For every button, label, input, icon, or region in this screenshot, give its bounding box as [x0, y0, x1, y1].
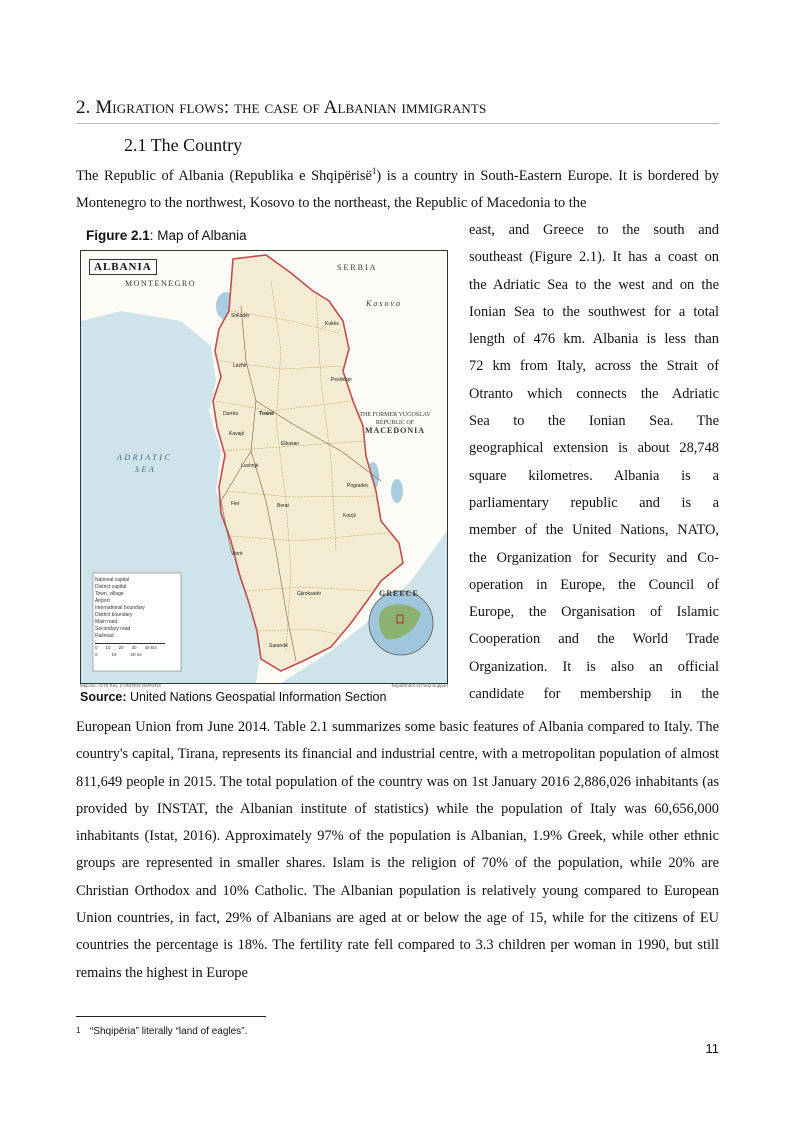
figure-caption-text: : Map of Albania [149, 228, 247, 243]
source-label: Source: [80, 690, 127, 704]
wrapped-line: square kilometres. Albania is a [469, 467, 719, 484]
wrapped-line: the Adriatic Sea to the west and on the [469, 276, 719, 293]
legend-item: National capital [95, 577, 130, 583]
wrapped-line: Otranto which connects the Adriatic [469, 385, 719, 402]
label-macedonia [355, 411, 435, 435]
wrapped-text-column [469, 217, 719, 708]
scale-tick: 10 [105, 645, 111, 650]
wrapped-line: length of 476 km. Albania is less than [469, 331, 719, 348]
legend-item: Secondary road [95, 626, 131, 632]
wrapped-line: operation in Europe, the Council of [469, 576, 719, 593]
city-label: Lezhë [233, 363, 247, 369]
scale-tick: 0 [95, 652, 98, 657]
wrapped-line: east, and Greece to the south and [469, 222, 719, 238]
scale-tick: 40 km [144, 645, 157, 650]
footnote-number: 1 [76, 1026, 81, 1035]
wrapped-line: Ionian Sea to the southwest for a total [469, 303, 719, 320]
map-credit [80, 683, 448, 688]
label-adriatic: ADRIATIC [117, 453, 173, 462]
city-label: Kavajë [229, 431, 245, 437]
wrapped-line: southeast (Figure 2.1). It has a coast on [469, 249, 719, 266]
wrapped-line: Organization. It is also an official [469, 658, 719, 675]
wrapped-line: candidate for membership in the [469, 686, 719, 703]
map-department: Department of Field Support [391, 683, 448, 688]
city-label: Berat [277, 503, 289, 509]
city-label: Shkodër [231, 313, 250, 319]
legend-item: Railroad [95, 633, 114, 639]
legend-item: International boundary [95, 605, 145, 611]
city-label: Vlorë [231, 551, 243, 557]
label-kosovo: Kosovo [366, 299, 402, 308]
map-legend [95, 577, 179, 658]
scale-km [95, 644, 179, 651]
legend-item: District capital [95, 584, 127, 590]
wrapped-line: parliamentary republic and is a [469, 494, 719, 511]
city-label: Kukës [325, 321, 339, 327]
wrapped-line: Cooperation and the World Trade [469, 631, 719, 648]
city-label: Fier [231, 501, 240, 507]
page-number: 11 [705, 1041, 719, 1056]
city-label: Lushnjë [241, 463, 259, 469]
label-macedonia-line3: MACEDONIA [364, 426, 426, 435]
section-heading [76, 96, 719, 124]
city-label: Gjirokastër [297, 591, 322, 597]
legend-item: District boundary [95, 612, 133, 618]
body-paragraph: European Union from June 2014. Table 2.1 summarizes some basic features of Albania compared to Italy. The country's capital, Tirana, represents its financial and industrial centre, with a metropolitan population of almost 811,649 people in 2015. The total population of the country was on 1st January 2016 2,886,026 inhabitants (as provided by INSTAT, the Albanian institute of statistics) while the population of Italy was 60,656,000 inhabitants (Istat, 2016). Approximately 97% of the population is Albanian, 1.9% Greek, while other ethnic groups are represented in smaller shares. Islam is the religion of 70% of the population, while 20% are Christian Orthodox and 10% Catholic. The Albanian population is relatively young compared to European Union countries, in fact, 29% of Albanians are aged at or below the age of 15, while for the citizens of EU countries the percentage is 18%. The fertility rate fell compared to 3.3 children per woman in 1990, but still remains the highest in Europe [76, 719, 719, 981]
city-label: Tiranë [259, 411, 274, 417]
legend-item: Airport [95, 598, 110, 604]
label-sea: SEA [135, 465, 157, 474]
wrapped-line: Europe, the Organisation of Islamic [469, 604, 719, 621]
figure-source [80, 690, 386, 704]
scale-tick: 20 [118, 645, 124, 650]
legend-item: Main road [95, 619, 118, 625]
city-label: Elbasan [281, 441, 300, 447]
label-macedonia-line1: THE FORMER YUGOSLAV [359, 412, 431, 418]
map-of-albania [80, 250, 448, 684]
scale-tick: 0 [95, 645, 98, 650]
footnote-rule [76, 1016, 266, 1017]
intro-lead: The Republic of Albania (Republika e Shqipërisë [76, 168, 372, 184]
scale-tick: 10 [111, 652, 117, 657]
city-label: Korçë [343, 513, 357, 519]
footnote-text: “Shqipëria” literally “land of eagles”. [90, 1026, 248, 1037]
label-serbia: SERBIA [337, 263, 378, 272]
map-title: ALBANIA [89, 259, 157, 275]
city-label: Durrës [223, 411, 239, 417]
label-macedonia-line2: REPUBLIC OF [375, 420, 415, 426]
intro-rest: ) is a country in South-Eastern Europe. It is bordered by Montenegro to the northwest, Kosovo to the northeast, the Republic of Macedonia to the [76, 168, 720, 212]
section-title: Migration flows: the case of Albanian immigrants [95, 97, 487, 118]
wrapped-line: member of the United Nations, NATO, [469, 522, 719, 539]
figure-caption [86, 228, 247, 243]
wrapped-line: geographical extension is about 28,748 [469, 440, 719, 457]
subsection-heading: 2.1 The Country [124, 135, 243, 155]
label-greece: GREECE [379, 589, 419, 598]
scale-tick: 30 [131, 645, 137, 650]
scale-tick: 20 mi [130, 652, 142, 657]
wrapped-line: Sea to the Ionian Sea. The [469, 413, 719, 430]
legend-item: Town, village [95, 591, 124, 597]
footnote-ref[interactable]: 1 [371, 166, 377, 177]
lake-prespa [391, 479, 403, 503]
footnote [76, 1026, 247, 1037]
wrapped-line: 72 km from Italy, across the Strait of [469, 358, 719, 375]
intro-paragraph [76, 163, 719, 218]
source-text: United Nations Geospatial Information Section [126, 690, 387, 704]
figure-label: Figure 2.1 [86, 228, 150, 243]
label-montenegro: MONTENEGRO [125, 279, 196, 288]
section-number: 2. [76, 97, 96, 118]
scale-mi [95, 651, 179, 658]
map-id: Map No. 4170 Rev. 2 UNITED NATIONS [80, 683, 162, 688]
wrapped-line: the Organization for Security and Co- [469, 549, 719, 566]
city-label: Sarandë [269, 643, 288, 649]
city-label: Pogradec [347, 483, 369, 489]
city-label: Peshkopi [331, 377, 352, 383]
